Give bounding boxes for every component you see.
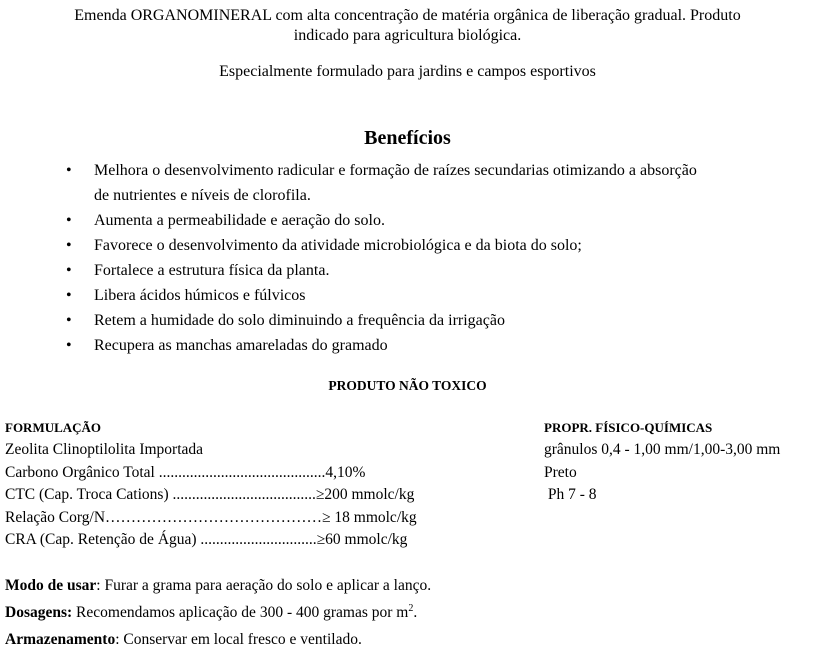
formulation-line: CRA (Cap. Retenção de Água) ..............................≥60 mmolc/kg	[5, 531, 408, 548]
list-item-text: Aumenta a permeabilidade e aeração do solo.	[94, 212, 385, 229]
properties-line: Preto	[544, 463, 577, 481]
formulation-line: Zeolita Clinoptilolita Importada	[5, 441, 204, 458]
formulation-line: Carbono Orgânico Total ...........................................4,10%	[5, 463, 366, 481]
bullet-icon: •	[66, 212, 72, 229]
bullet-icon: •	[66, 237, 72, 254]
description-line-2: indicado para agricultura biológica.	[293, 27, 522, 44]
list-item	[64, 208, 784, 233]
properties-line: grânulos 0,4 - 1,00 mm/1,00-3,00 mm	[544, 441, 781, 458]
usage-mode-text: : Furar a grama para aeração do solo e aplicar a lanço.	[96, 577, 432, 594]
formulation-heading: FORMULAÇÃO	[5, 420, 102, 435]
list-item-text: Melhora o desenvolvimento radicular e formação de raízes secundarias otimizando a absorção	[94, 162, 697, 179]
subtitle: Especialmente formulado para jardins e campos esportivos	[219, 63, 596, 80]
bullet-icon: •	[66, 337, 72, 354]
list-item-text: Fortalece a estrutura física da planta.	[94, 262, 330, 279]
list-item	[64, 158, 784, 208]
list-item-text: Retem a humidade do solo diminuindo a frequência da irrigação	[94, 312, 505, 329]
bullet-icon: •	[66, 162, 72, 179]
list-item	[64, 308, 784, 333]
list-item-text: Libera ácidos húmicos e fúlvicos	[94, 287, 306, 304]
benefits-heading: Benefícios	[364, 127, 451, 149]
list-item	[64, 233, 784, 258]
usage-dosage-label: Dosagens:	[5, 604, 73, 621]
usage-storage-label: Armazenamento	[5, 631, 116, 648]
usage-mode	[5, 572, 805, 599]
list-item-text: Favorece o desenvolvimento da atividade microbiológica e da biota do solo;	[94, 237, 582, 254]
usage-storage	[5, 626, 805, 653]
list-item-text-continued: de nutrientes e níveis de clorofila.	[94, 187, 311, 204]
formulation-line: Relação Corg/N……………………………………≥ 18 mmolc/kg	[5, 508, 417, 526]
formulation-section	[5, 418, 525, 552]
bullet-icon: •	[66, 262, 72, 279]
benefits-list	[64, 158, 784, 358]
bullet-icon: •	[66, 312, 72, 329]
product-description	[0, 6, 815, 46]
non-toxic-notice: PRODUTO NÃO TOXICO	[328, 378, 487, 393]
usage-dosage-text: Recomendamos aplicação de 300 - 400 gramas por m	[72, 604, 409, 621]
usage-mode-label: Modo de usar	[5, 577, 97, 594]
list-item	[64, 333, 784, 358]
formulation-line: CTC (Cap. Troca Cations) .....................................≥200 mmolc/kg	[5, 486, 415, 503]
list-item	[64, 283, 784, 308]
usage-dosage-end: .	[413, 604, 418, 621]
usage-section	[5, 572, 805, 653]
list-item	[64, 258, 784, 283]
properties-line: Ph 7 - 8	[544, 486, 597, 503]
bullet-icon: •	[66, 287, 72, 304]
list-item-text: Recupera as manchas amareladas do gramado	[94, 337, 388, 354]
usage-dosage-superscript: 2	[408, 602, 414, 614]
properties-section	[544, 418, 812, 507]
description-line-1: Emenda ORGANOMINERAL com alta concentração de matéria orgânica de liberação gradual. Produto	[74, 7, 741, 24]
usage-storage-text: : Conservar em local fresco e ventilado.	[115, 631, 362, 648]
usage-dosage	[5, 599, 805, 626]
properties-heading: PROPR. FÍSICO-QUÍMICAS	[544, 420, 713, 435]
